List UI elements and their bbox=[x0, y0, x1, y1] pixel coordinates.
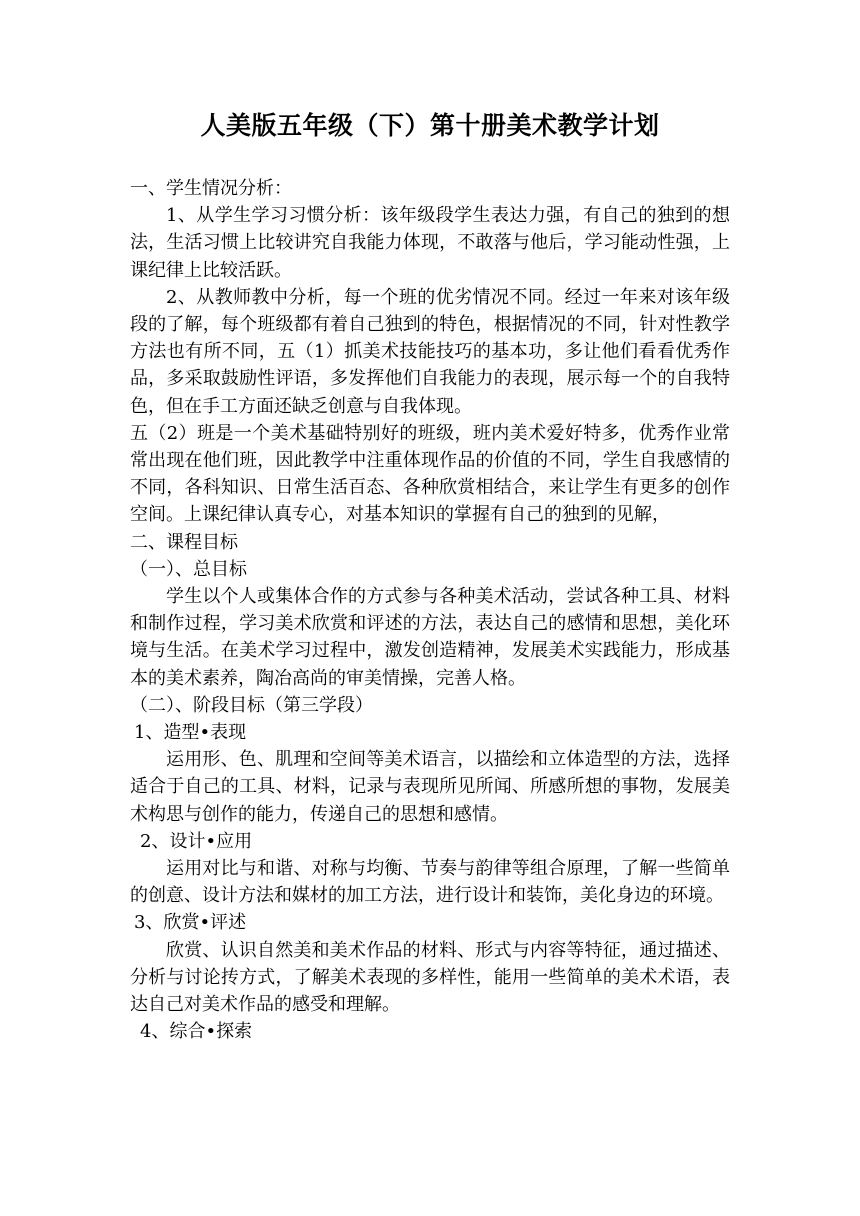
paragraph: 五（2）班是一个美术基础特别好的班级，班内美术爱好特多，优秀作业常常出现在他们班，因此教学中注重体现作品的价值的不同，学生自我感情的不同，各科知识、日常生活百态、各种欣赏相结合，来让学生有更多的创作空间。上课纪律认真专心，对基本知识的掌握有自己的独到的见解， bbox=[130, 422, 730, 526]
document-body bbox=[130, 175, 730, 1046]
subsection-heading: （一）、总目标 bbox=[130, 558, 247, 580]
item-heading: 3、欣赏•评述 bbox=[134, 912, 247, 934]
item-heading: 1、造型•表现 bbox=[134, 722, 247, 744]
section-heading: 一、学生情况分析： bbox=[130, 178, 292, 199]
document-title: 人美版五年级（下）第十册美术教学计划 bbox=[200, 111, 660, 140]
subsection-heading: （二）、阶段目标（第三学段） bbox=[130, 694, 373, 716]
paragraph: 欣赏、认识自然美和美术作品的材料、形式与内容等特征，通过描述、分析与讨论抟方式，了解美术表现的多样性，能用一些简单的美术术语，表达自己对美术作品的感受和理解。 bbox=[130, 939, 730, 1016]
paragraph: 运用形、色、肌理和空间等美术语言，以描绘和立体造型的方法，选择适合于自己的工具、材料，记录与表现所见所闻、所感所想的事物，发展美术构思与创作的能力，传递自己的思想和感情。 bbox=[130, 749, 730, 825]
paragraph: 学生以个人或集体合作的方式参与各种美术活动，尝试各种工具、材料和制作过程，学习美术欣赏和评述的方法，表达自己的感情和思想，美化环境与生活。在美术学习过程中，激发创造精神，发展美术实践能力，形成基本的美术素养，陶冶高尚的审美情操，完善人格。 bbox=[130, 586, 730, 689]
paragraph: 2、从教师教中分析，每一个班的优劣情况不同。经过一年来对该年级段的了解，每个班级都有着自己独到的特色，根据情况的不同，针对性教学方法也有所不同，五（1）抓美术技能技巧的基本功，多让他们看看优秀作品，多采取鼓励性评语，多发挥他们自我能力的表现，展示每一个的自我特色，但在手工方面还缺乏创意与自我体现。 bbox=[130, 286, 730, 417]
paragraph: 运用对比与和谐、对称与均衡、节奏与韵律等组合原理，了解一些简单的创意、设计方法和媒材的加工方法，进行设计和装饰，美化身边的环境。 bbox=[130, 858, 730, 907]
paragraph: 1、从学生学习习惯分析：该年级段学生表达力强，有自己的独到的想法，生活习惯上比较讲究自我能力体现，不敢落与他后，学习能动性强，上课纪律上比较活跃。 bbox=[130, 205, 730, 281]
section-heading: 二、课程目标 bbox=[130, 531, 238, 553]
item-heading: 4、综合•探索 bbox=[140, 1021, 253, 1043]
item-heading: 2、设计•应用 bbox=[140, 830, 253, 852]
